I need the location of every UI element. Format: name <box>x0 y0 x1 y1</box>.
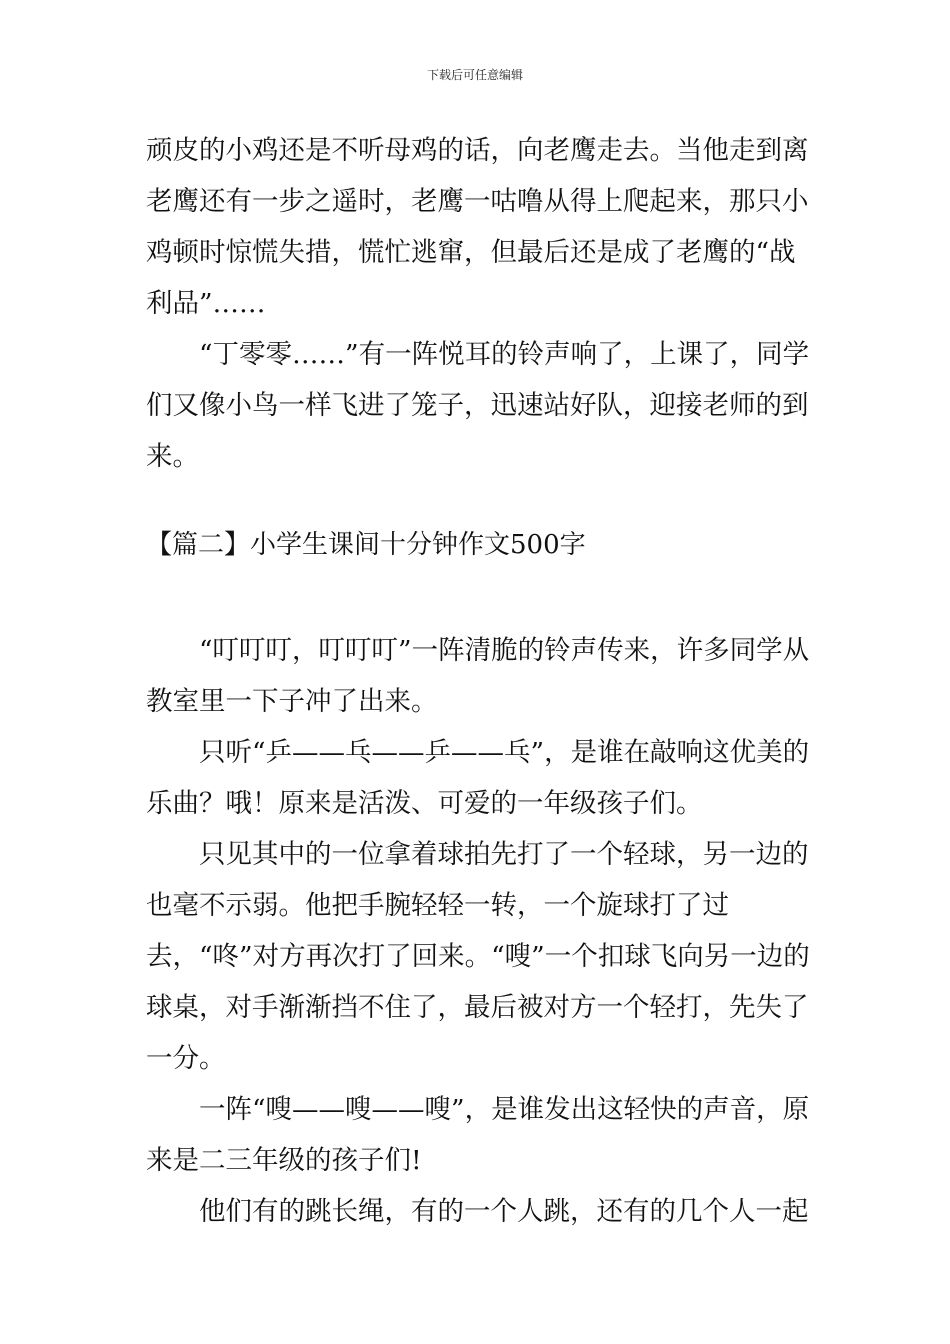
paragraph: “叮叮叮，叮叮叮”一阵清脆的铃声传来，许多同学从教室里一下子冲了出来。 <box>146 635 810 717</box>
page-header: 下载后可任意编辑 <box>426 68 523 82</box>
paragraph: 只听“乒——乓——乒——乓”，是谁在敲响这优美的乐曲？哦！原来是活泼、可爱的一年级孩子们。 <box>146 737 810 819</box>
section-heading: 【篇二】小学生课间十分钟作文500字 <box>146 530 586 560</box>
paragraph: “丁零零……”有一阵悦耳的铃声响了，上课了，同学们又像小鸟一样飞进了笼子，迅速站好队，迎接老师的到来。 <box>146 339 810 472</box>
document-body <box>146 125 811 1237</box>
paragraph: 顽皮的小鸡还是不听母鸡的话，向老鹰走去。当他走到离老鹰还有一步之遥时，老鹰一咕噜从得上爬起来，那只小鸡顿时惊慌失措，慌忙逃窜，但最后还是成了老鹰的“战利品”…… <box>146 135 809 319</box>
paragraph: 他们有的跳长绳，有的一个人跳，还有的几个人一起 <box>146 1196 809 1227</box>
paragraph: 只见其中的一位拿着球拍先打了一个轻球，另一边的也毫不示弱。他把手腕轻轻一转，一个旋球打了过去，“咚”对方再次打了回来。“嗖”一个扣球飞向另一边的球桌，对手渐渐挡不住了，最后被对方一个轻打，先失了一分。 <box>146 839 810 1074</box>
paragraph: 一阵“嗖——嗖——嗖”，是谁发出这轻快的声音，原来是二三年级的孩子们! <box>146 1094 810 1176</box>
